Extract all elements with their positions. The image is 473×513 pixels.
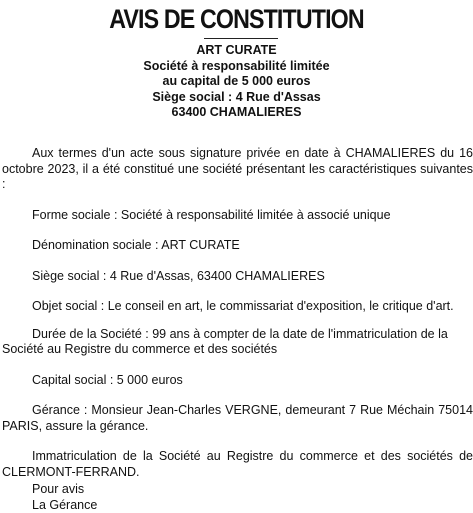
- company-city: 63400 CHAMALIERES: [171, 105, 302, 119]
- paragraph-duration: Durée de la Société : 99 ans à compter de la date de l'immatriculation de la Société au Registre du commerce et des sociétés: [2, 326, 448, 356]
- closing-line-2: La Gérance: [32, 498, 98, 512]
- closing-line-1: Pour avis: [32, 482, 85, 496]
- notice-title: AVIS DE CONSTITUTION: [109, 4, 364, 34]
- paragraph-seat: Siège social : 4 Rue d'Assas, 63400 CHAMALIERES: [32, 268, 325, 283]
- paragraph-registration: Immatriculation de la Société au Registre du commerce et des sociétés de CLERMONT-FERRAND.: [2, 449, 473, 479]
- closing-signature: [32, 481, 97, 513]
- paragraph-company-name: Dénomination sociale : ART CURATE: [32, 238, 240, 252]
- notice-body: [2, 146, 473, 480]
- company-name: ART CURATE: [196, 43, 277, 57]
- title-underline: [204, 38, 278, 39]
- company-header: [0, 43, 473, 121]
- paragraph-intro: Aux termes d'un acte sous signature privée en date à CHAMALIERES du 16 octobre 2023, il a été constitué une société présentant les caractéristiques suivantes :: [2, 146, 473, 191]
- paragraph-capital: Capital social : 5 000 euros: [32, 372, 183, 387]
- company-seat: Siège social : 4 Rue d'Assas: [152, 89, 321, 104]
- paragraph-management: Gérance : Monsieur Jean-Charles VERGNE, demeurant 7 Rue Méchain 75014 PARIS, assure la gérance.: [2, 403, 473, 433]
- paragraph-legal-form: Forme sociale : Société à responsabilité limitée à associé unique: [32, 207, 391, 222]
- company-legal-form: Société à responsabilité limitée: [143, 58, 330, 73]
- company-capital: au capital de 5 000 euros: [162, 74, 311, 88]
- paragraph-purpose: Objet social : Le conseil en art, le commissariat d'exposition, le critique d'art.: [32, 299, 454, 313]
